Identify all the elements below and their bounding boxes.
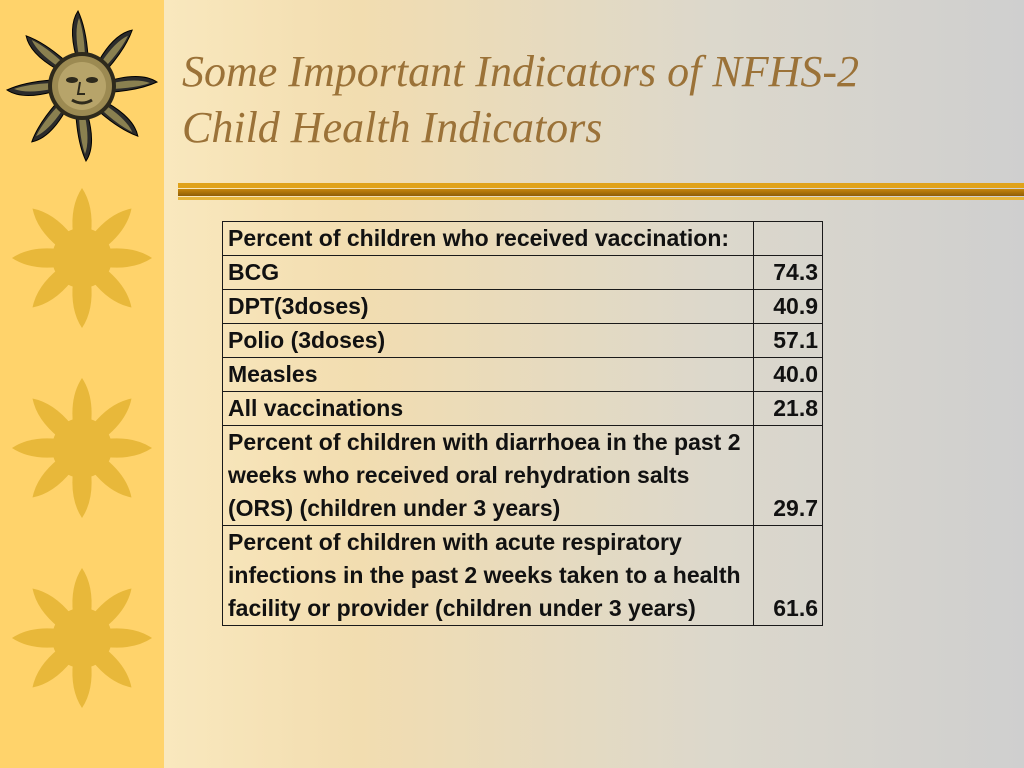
table-row (223, 526, 823, 626)
table-row (223, 256, 823, 290)
table-row (223, 222, 823, 256)
row-value (754, 222, 823, 256)
row-label: DPT(3doses) (223, 290, 754, 324)
title-line-1: Some Important Indicators of NFHS-2 (182, 47, 860, 96)
row-label: Percent of children who received vaccination: (223, 222, 754, 256)
row-label: Percent of children with acute respiratory infections in the past 2 weeks taken to a health facility or provider (children under 3 years) (223, 526, 754, 626)
row-value: 29.7 (754, 426, 823, 526)
row-value: 40.9 (754, 290, 823, 324)
table-row (223, 358, 823, 392)
row-value: 40.0 (754, 358, 823, 392)
sun-icon (6, 182, 158, 334)
sun-icon (6, 562, 158, 714)
row-label: Measles (223, 358, 754, 392)
slide-title (182, 44, 859, 156)
row-value: 57.1 (754, 324, 823, 358)
table-row (223, 324, 823, 358)
table-row (223, 290, 823, 324)
table-row (223, 426, 823, 526)
title-divider (178, 183, 1024, 203)
row-value: 74.3 (754, 256, 823, 290)
row-value: 21.8 (754, 392, 823, 426)
title-line-2: Child Health Indicators (182, 103, 603, 152)
row-label: Polio (3doses) (223, 324, 754, 358)
decorative-left-strip (0, 0, 164, 768)
row-label: All vaccinations (223, 392, 754, 426)
sun-face-icon (4, 8, 160, 168)
row-value: 61.6 (754, 526, 823, 626)
sun-icon (6, 372, 158, 524)
row-label: BCG (223, 256, 754, 290)
table-row (223, 392, 823, 426)
indicators-table (222, 221, 823, 626)
row-label: Percent of children with diarrhoea in the past 2 weeks who received oral rehydration salts (ORS) (children under 3 years) (223, 426, 754, 526)
